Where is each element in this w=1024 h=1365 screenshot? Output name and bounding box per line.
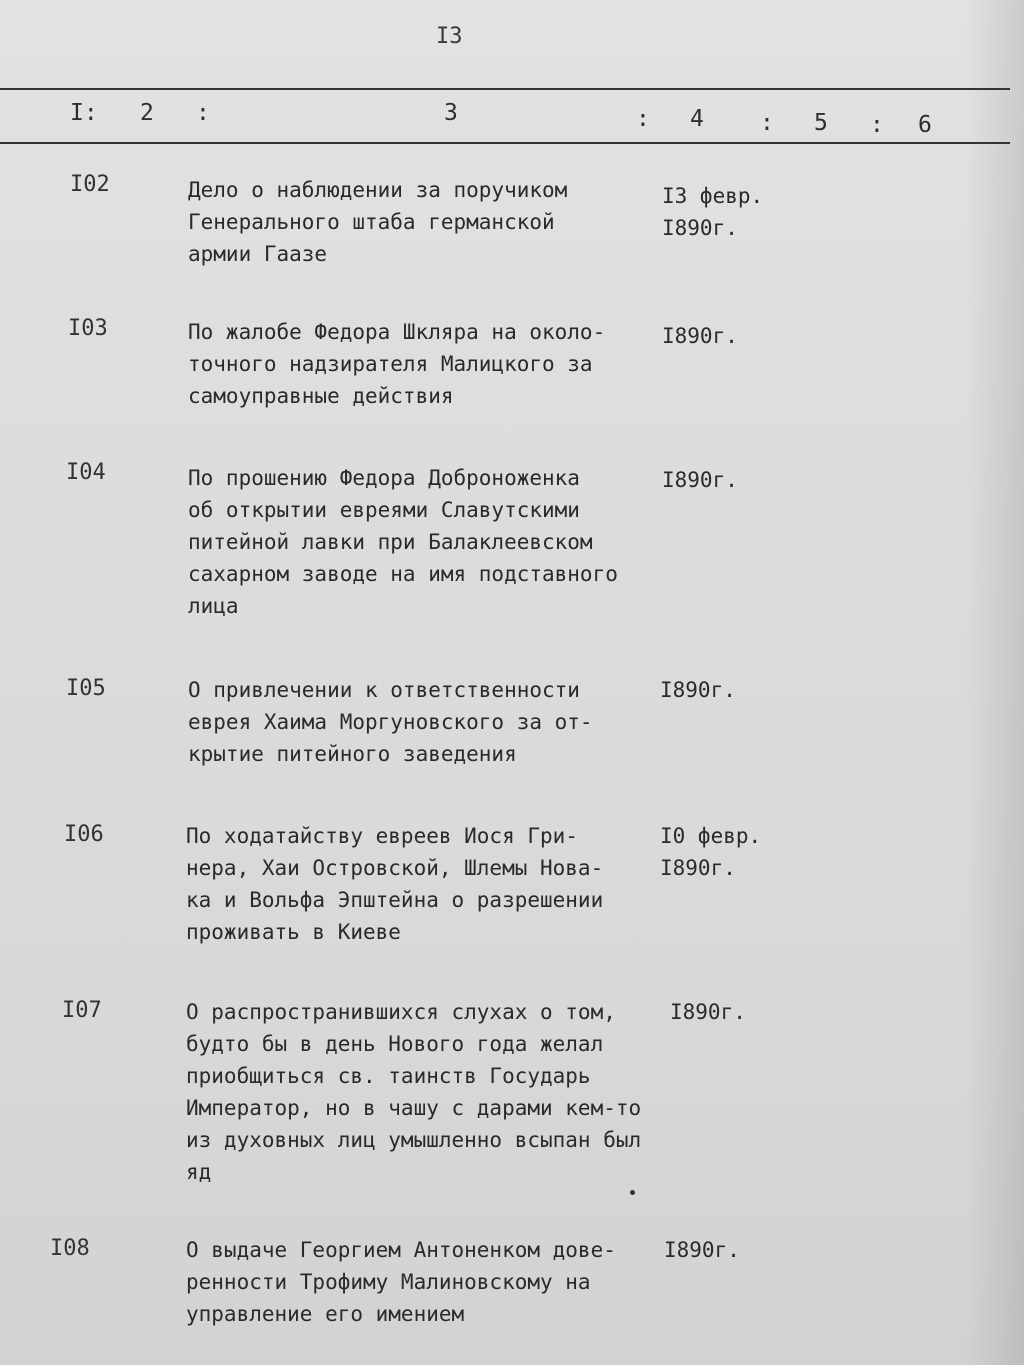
entry-number: I05 xyxy=(66,676,106,701)
entry-date: I0 февр. I890г. xyxy=(660,824,762,880)
entry-date: I3 февр. I890г. xyxy=(662,184,764,240)
column-header-2: 2 xyxy=(140,100,154,126)
entry-description: О привлечении к ответственности еврея Хаима Моргуновского за от- крытие питейного заведения xyxy=(188,678,593,766)
entry-number: I07 xyxy=(62,998,102,1023)
entry-date: I890г. xyxy=(664,1238,740,1262)
entry-date: I890г. xyxy=(662,324,738,348)
entry-date: I890г. xyxy=(662,468,738,492)
column-header-3: 3 xyxy=(444,100,458,126)
page-number: I3 xyxy=(436,24,463,49)
entry-description: По жалобе Федора Шкляра на около- точного надзирателя Малицкого за самоуправные действия xyxy=(188,320,606,408)
entry-description: О выдаче Георгием Антоненком дове- ренности Трофиму Малиновскому на управление его имением xyxy=(186,1238,616,1326)
column-separator: : xyxy=(636,106,650,132)
column-header-4: 4 xyxy=(690,106,704,132)
header-top-rule xyxy=(0,88,1010,90)
column-separator: : xyxy=(870,112,884,138)
column-header-6: 6 xyxy=(918,112,932,138)
entry-description: По ходатайству евреев Иося Гри- нера, Хаи Островской, Шлемы Нова- ка и Вольфа Эпштейна о разрешении проживать в Киеве xyxy=(186,824,604,944)
header-bottom-rule xyxy=(0,142,1010,144)
column-separator: : xyxy=(196,100,210,126)
entry-date: I890г. xyxy=(670,1000,746,1024)
ink-speck xyxy=(630,1190,635,1195)
entry-description: О распространившихся слухах о том, будто бы в день Нового года желал приобщиться св. таинств Государь Император, но в чашу с дарами кем-то из духовных лиц умышленно всыпан был яд xyxy=(186,1000,642,1184)
entry-date: I890г. xyxy=(660,678,736,702)
column-header-1: I: xyxy=(70,100,98,126)
entry-number: I03 xyxy=(68,316,108,341)
page-edge-shadow xyxy=(964,0,1024,1365)
entry-number: I06 xyxy=(64,822,104,847)
entry-number: I02 xyxy=(70,172,110,197)
column-separator: : xyxy=(760,110,774,136)
entry-description: Дело о наблюдении за поручиком Генерального штаба германской армии Гаазе xyxy=(188,178,568,266)
column-header-5: 5 xyxy=(814,110,828,136)
entry-number: I08 xyxy=(50,1236,90,1261)
entry-description: По прошению Федора Доброноженка об открытии евреями Славутскими питейной лавки при Балаклеевском сахарном заводе на имя подставного лица xyxy=(188,466,618,618)
entry-number: I04 xyxy=(66,460,106,485)
